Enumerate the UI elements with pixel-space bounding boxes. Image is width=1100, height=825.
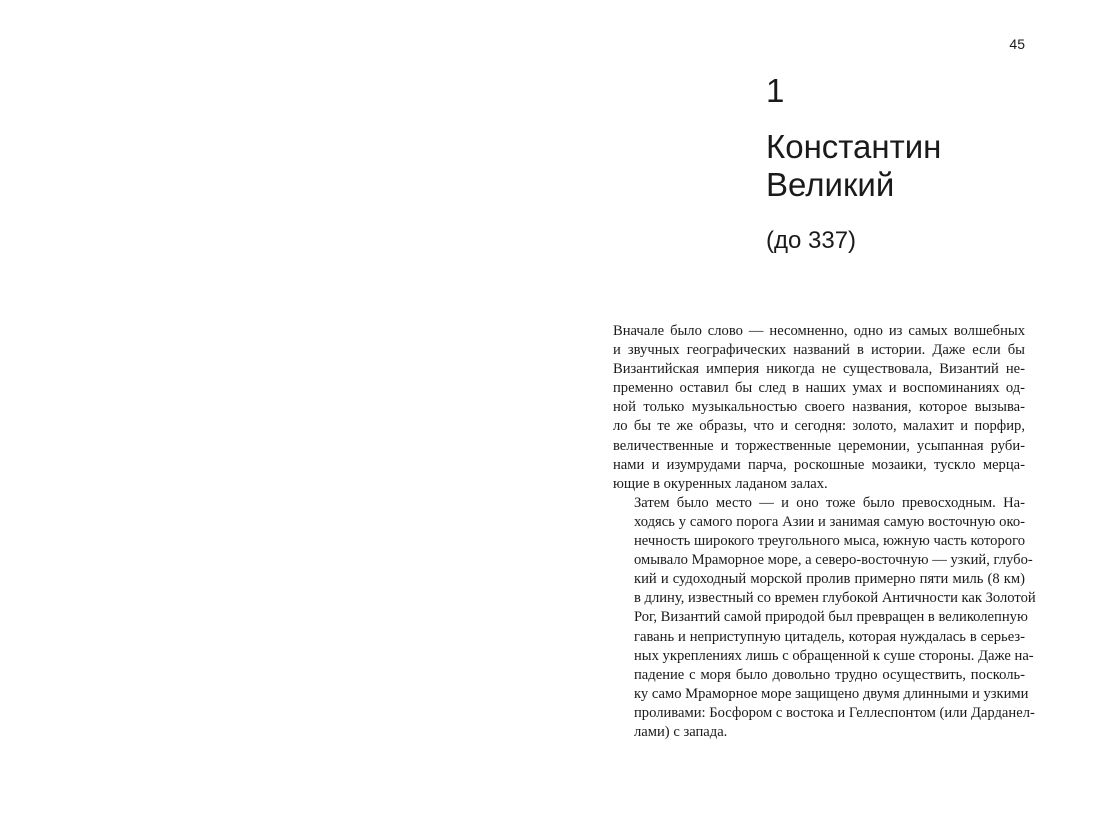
- text-line: ку само Мраморное море защищено двумя длинными и узкими: [634, 685, 1029, 702]
- chapter-heading: [766, 72, 1046, 256]
- text-line: ных укреплениях лишь с обращенной к суше стороны. Даже на-: [634, 647, 1034, 664]
- text-line: величественные и торжественные церемонии, усыпанная руби-: [613, 437, 1025, 454]
- text-line: Вначале было слово — несомненно, одно из самых волшебных: [613, 323, 1025, 339]
- text-line: кий и судоходный морской пролив примерно пяти миль (8 км): [634, 571, 1025, 588]
- text-line: Затем было место — и оно тоже было превосходным. На-: [634, 494, 1025, 511]
- right-page: [550, 0, 1100, 825]
- text-line: ющие в окуренных ладаном залах.: [613, 475, 828, 492]
- text-line: в длину, известный со времен глубокой Античности как Золотой: [634, 590, 1036, 607]
- body-text: [613, 322, 1036, 742]
- text-line: ходясь у самого порога Азии и занимая самую восточную око-: [634, 513, 1025, 530]
- text-line: ной только музыкальностью своего названия, которое вызыва-: [613, 399, 1025, 416]
- text-line: лами) с запада.: [634, 723, 728, 740]
- chapter-period: (до 337): [766, 227, 857, 254]
- text-line: пременно оставил бы след в наших умах и воспоминаниях од-: [613, 380, 1025, 397]
- text-line: гавань и неприступную цитадель, которая нуждалась в серьез-: [634, 628, 1025, 645]
- chapter-number: 1: [766, 72, 785, 109]
- text-line: проливами: Босфором с востока и Геллеспонтом (или Дарданел-: [634, 704, 1035, 721]
- text-line: омывало Мраморное море, а северо-восточную — узкий, глубо-: [634, 552, 1033, 569]
- chapter-title-line: Константин: [766, 128, 942, 165]
- text-line: и звучных географических названий в истории. Даже если бы: [613, 342, 1025, 359]
- text-line: Византийская империя никогда не существовала, Византий не-: [613, 361, 1025, 378]
- chapter-title: [766, 128, 1046, 204]
- text-line: ло бы те же образы, что и сегодня: золото, малахит и порфир,: [613, 418, 1025, 435]
- text-line: падение с моря было довольно трудно осуществить, посколь-: [634, 666, 1025, 683]
- text-line: нечность широкого треугольного мыса, южную часть которого: [634, 533, 1025, 550]
- text-line: Рог, Византий самой природой был превращен в великолепную: [634, 609, 1028, 626]
- paragraph: [613, 494, 1036, 742]
- page-number: 45: [1009, 36, 1025, 52]
- chapter-title-line: Великий: [766, 166, 895, 203]
- paragraph: [613, 322, 1025, 494]
- text-line: нами и изумрудами парча, роскошные мозаики, тускло мерца-: [613, 456, 1025, 473]
